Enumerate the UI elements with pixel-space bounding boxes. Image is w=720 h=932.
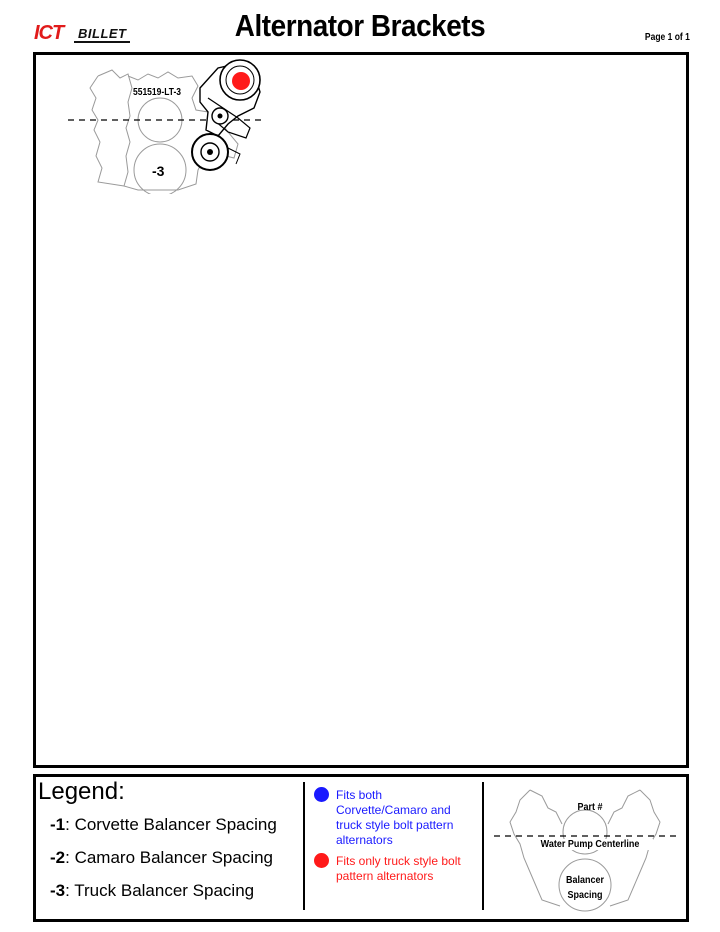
legend-item-corvette: [50, 815, 277, 835]
key-balancer-label-2: Spacing: [567, 890, 603, 901]
legend-divider-left: [303, 782, 305, 910]
alternator-bracket-diagram: [68, 58, 264, 194]
red-fitment-dot-legend: [314, 853, 329, 868]
key-centerline-label: Water Pump Centerline: [527, 839, 653, 850]
red-fitment-note: Fits only truck style bolt pattern alternators: [336, 854, 461, 883]
key-part-label: Part #: [577, 802, 603, 813]
legend-code: -2: [50, 848, 66, 867]
logo-ict-text: ICT: [34, 22, 64, 44]
legend-code: -3: [50, 881, 66, 900]
legend-item-camaro: [50, 848, 273, 868]
pump-pulley-center: [207, 149, 213, 155]
legend-code: -1: [50, 815, 66, 834]
legend-divider-right: [482, 782, 484, 910]
part-number-label: 551519-LT-3: [133, 87, 182, 98]
legend-item-truck: [50, 881, 254, 901]
legend-text: : Camaro Balancer Spacing: [65, 848, 274, 867]
key-block-top-left: [530, 790, 562, 824]
logo-billet-text: BILLET: [78, 26, 127, 41]
logo-underline: [74, 41, 130, 43]
blue-fitment-note: Fits both Corvette/Camaro and truck style bolt pattern alternators: [336, 788, 454, 847]
legend-text: : Corvette Balancer Spacing: [65, 815, 277, 834]
red-fitment-dot: [232, 72, 250, 90]
idler-pulley-center: [218, 114, 223, 119]
spacing-code-label: -3: [152, 163, 165, 179]
engine-block-left: [90, 76, 124, 186]
page-title: Alternator Brackets: [234, 8, 486, 43]
legend-title: Legend:: [38, 778, 125, 805]
page-header: [0, 0, 720, 52]
ict-billet-logo: [34, 24, 130, 44]
hose-line: [228, 148, 240, 164]
page-number: Page 1 of 1: [645, 32, 690, 43]
legend-text: : Truck Balancer Spacing: [65, 881, 255, 900]
blue-fitment-dot: [314, 787, 329, 802]
key-balancer-label-1: Balancer: [565, 875, 605, 886]
